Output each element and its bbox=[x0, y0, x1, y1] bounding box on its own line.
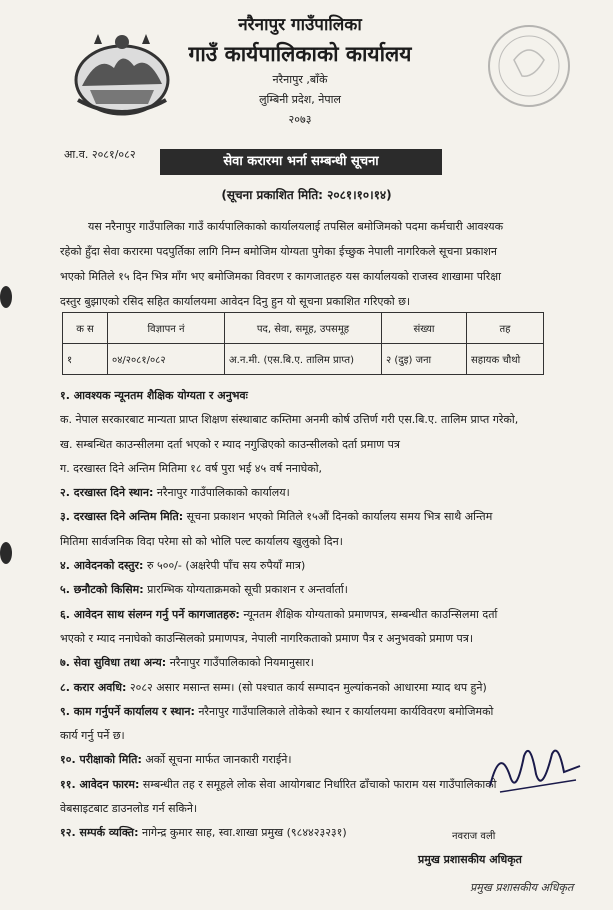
col-count: संख्या bbox=[382, 313, 467, 344]
item-label: ३. दरखास्त दिने अन्तिम मिति: bbox=[60, 510, 184, 524]
item-text: कार्य गर्नु पर्ने छ। bbox=[60, 729, 125, 743]
item-label: ८. करार अवधि: bbox=[60, 680, 127, 694]
item-text: अर्को सूचना मार्फत जानकारी गराईने। bbox=[141, 753, 292, 767]
list-item bbox=[60, 408, 595, 432]
established-year: २०७३ bbox=[288, 113, 312, 126]
signer-title: प्रमुख प्रशासकीय अधिकृत bbox=[418, 853, 522, 866]
item-text: प्रारम्भिक योग्यताक्रमको सूची प्रकाशन र अन्तर्वार्ता। bbox=[143, 583, 348, 597]
col-advert-no: विज्ञापन नं bbox=[108, 313, 225, 344]
item-text: नरैनापुर गाउँपालिकाको कार्यालय। bbox=[153, 486, 290, 500]
item-text: भएको र म्याद ननाघेको काउन्सिलको प्रमाणपत्र, नेपाली नागरिकताको प्रमाण पैत्र र अनुभवको प्रमाण पत्र। bbox=[60, 631, 474, 645]
intro-line: यस नरैनापुर गाउँपालिका गाउँ कार्यपालिकाको कार्यालयलाई तपसिल बमोजिमको पदमा कर्मचारी आवश्यक bbox=[88, 220, 504, 233]
intro-line: रहेको हुँदा सेवा करारमा पदपुर्तिका लागि निम्न बमोजिम योग्यता पुगेका ईच्छुक नेपाली नागरिकले सूचना प्रकाशन bbox=[60, 245, 497, 258]
item-label: ४. आवेदनको दस्तुर: bbox=[60, 559, 144, 573]
list-item bbox=[60, 578, 595, 602]
item-text: २०८२ असार मसान्त सम्म। (सो पश्चात कार्य सम्पादन मुल्यांकनको आधारमा म्याद थप हुने) bbox=[126, 680, 487, 694]
list-item bbox=[60, 821, 595, 845]
item-text: नागेन्द्र कुमार साह, स्वा.शाखा प्रमुख (९८४४२३२३१) bbox=[138, 826, 347, 840]
item-label: ९. काम गर्नुपर्ने कार्यालय र स्थान: bbox=[60, 704, 195, 718]
item-text: ख. सम्बन्धित काउन्सीलमा दर्ता भएको र म्याद नगुज्रिएको काउन्सीलको दर्ता प्रमाण पत्र bbox=[60, 437, 401, 451]
col-sn: क स bbox=[63, 313, 108, 344]
item-text: क. नेपाल सरकारबाट मान्यता प्राप्त शिक्षण संस्थाबाट कम्तिमा अनमी कोर्ष उत्तिर्ण गरी एस.बि.ए. तालिम प्राप्त गरेको, bbox=[60, 413, 519, 427]
cell-level: सहायक चौथो bbox=[467, 344, 544, 375]
col-post: पद, सेवा, समूह, उपसमूह bbox=[225, 313, 382, 344]
municipality-name: नरैनापुर गाउँपालिका bbox=[238, 15, 362, 35]
notice-title: सेवा करारमा भर्ना सम्बन्धी सूचना bbox=[160, 149, 442, 175]
item-text: नरैनापुर गाउँपालिकाले तोकेको स्थान र कार्यालयमा कार्यविवरण बमोजिमको bbox=[194, 704, 494, 718]
table-row bbox=[63, 344, 544, 375]
list-item bbox=[60, 554, 595, 578]
official-stamp-text: प्रमुख प्रशासकीय अधिकृत bbox=[470, 881, 574, 894]
list-item bbox=[60, 651, 595, 675]
table-header-row bbox=[63, 313, 544, 344]
col-level: तह bbox=[467, 313, 544, 344]
list-item bbox=[60, 457, 595, 481]
item-label: ११. आवेदन फारम: bbox=[60, 777, 140, 791]
list-item bbox=[60, 797, 595, 821]
signature-icon bbox=[480, 736, 590, 798]
cell-sn: १ bbox=[63, 344, 108, 375]
list-item bbox=[60, 700, 595, 724]
vacancy-table bbox=[62, 312, 544, 375]
office-address: नरैनापुर ,बाँके bbox=[272, 73, 328, 86]
item-text: न्यूनतम शैक्षिक योग्यताको प्रमाणपत्र, सम्बन्धीत काउन्सिलमा दर्ता bbox=[239, 607, 498, 621]
fiscal-year-ref: आ.व. २०८१/०८२ bbox=[64, 148, 136, 161]
signer-name: नवराज वली bbox=[452, 831, 496, 842]
cell-post: अ.न.मी. (एस.बि.ए. तालिम प्राप्त) bbox=[225, 344, 382, 375]
intro-line: दस्तुर बुझाएको रसिद सहित कार्यालयमा आवेदन दिनु हुन यो सूचना प्रकाशित गरिएको छ। bbox=[60, 295, 411, 308]
item-label: १. आवश्यक न्यूनतम शैक्षिक योग्यता र अनुभवः bbox=[60, 389, 248, 402]
list-item bbox=[60, 676, 595, 700]
item-text: ग. दरखास्त दिने अन्तिम मितिमा १८ वर्ष पुरा भई ४५ वर्ष ननाघेको, bbox=[60, 461, 323, 475]
item-text: नरैनापुर गाउँपालिकाको नियमानुसार। bbox=[166, 656, 314, 670]
punch-hole-icon bbox=[0, 542, 12, 564]
office-province: लुम्बिनी प्रदेश, नेपाल bbox=[259, 93, 341, 106]
item-text: रु ५००/- (अक्षरेपी पाँच सय रुपैयाँ मात्र) bbox=[143, 559, 306, 573]
cell-advert-no: ०४/२०८१/०८२ bbox=[108, 344, 225, 375]
list-item bbox=[60, 627, 595, 651]
publish-date: (सूचना प्रकाशित मिति: २०८१।१०।१४) bbox=[221, 188, 392, 202]
list-item bbox=[60, 530, 595, 554]
item-text: मितिमा सार्वजनिक विदा परेमा सो को भोलि पल्ट कार्यालय खुलुको दिन। bbox=[60, 534, 343, 548]
list-item bbox=[60, 433, 595, 457]
item-text: सूचना प्रकाशन भएको मितिले १५औं दिनको कार्यालय समय भित्र साथै अन्तिम bbox=[183, 510, 493, 524]
list-item bbox=[60, 384, 595, 408]
item-label: ७. सेवा सुविधा तथा अन्य: bbox=[60, 656, 167, 670]
item-text: वेबसाइटबाट डाउनलोड गर्न सकिने। bbox=[60, 802, 198, 816]
cell-count: २ (दुइ) जना bbox=[382, 344, 467, 375]
intro-line: भएको मितिले १५ दिन भित्र माँग भए बमोजिमका विवरण र कागजातहरु यस कार्यालयको राजस्व शाखामा परिक्षा bbox=[60, 270, 502, 283]
list-item bbox=[60, 603, 595, 627]
office-seal-icon bbox=[474, 20, 584, 116]
office-name: गाउँ कार्यपालिकाको कार्यालय bbox=[188, 42, 412, 66]
item-text: सम्बन्धीत तह र समूहले लोक सेवा आयोगबाट निर्धारित ढाँचाको फाराम यस गाउँपालिकाको bbox=[139, 777, 497, 791]
item-label: ५. छनौटको किसिम: bbox=[60, 583, 144, 597]
list-item bbox=[60, 481, 595, 505]
item-label: १२. सम्पर्क व्यक्ति: bbox=[60, 826, 139, 840]
item-label: २. दरखास्त दिने स्थान: bbox=[60, 486, 154, 500]
list-item bbox=[60, 505, 595, 529]
intro-paragraph bbox=[60, 214, 590, 314]
item-label: १०. परीक्षाको मिति: bbox=[60, 753, 142, 767]
item-label: ६. आवेदन साथ संलग्न गर्नु पर्ने कागजातहरु: bbox=[60, 607, 240, 621]
punch-hole-icon bbox=[0, 286, 12, 308]
